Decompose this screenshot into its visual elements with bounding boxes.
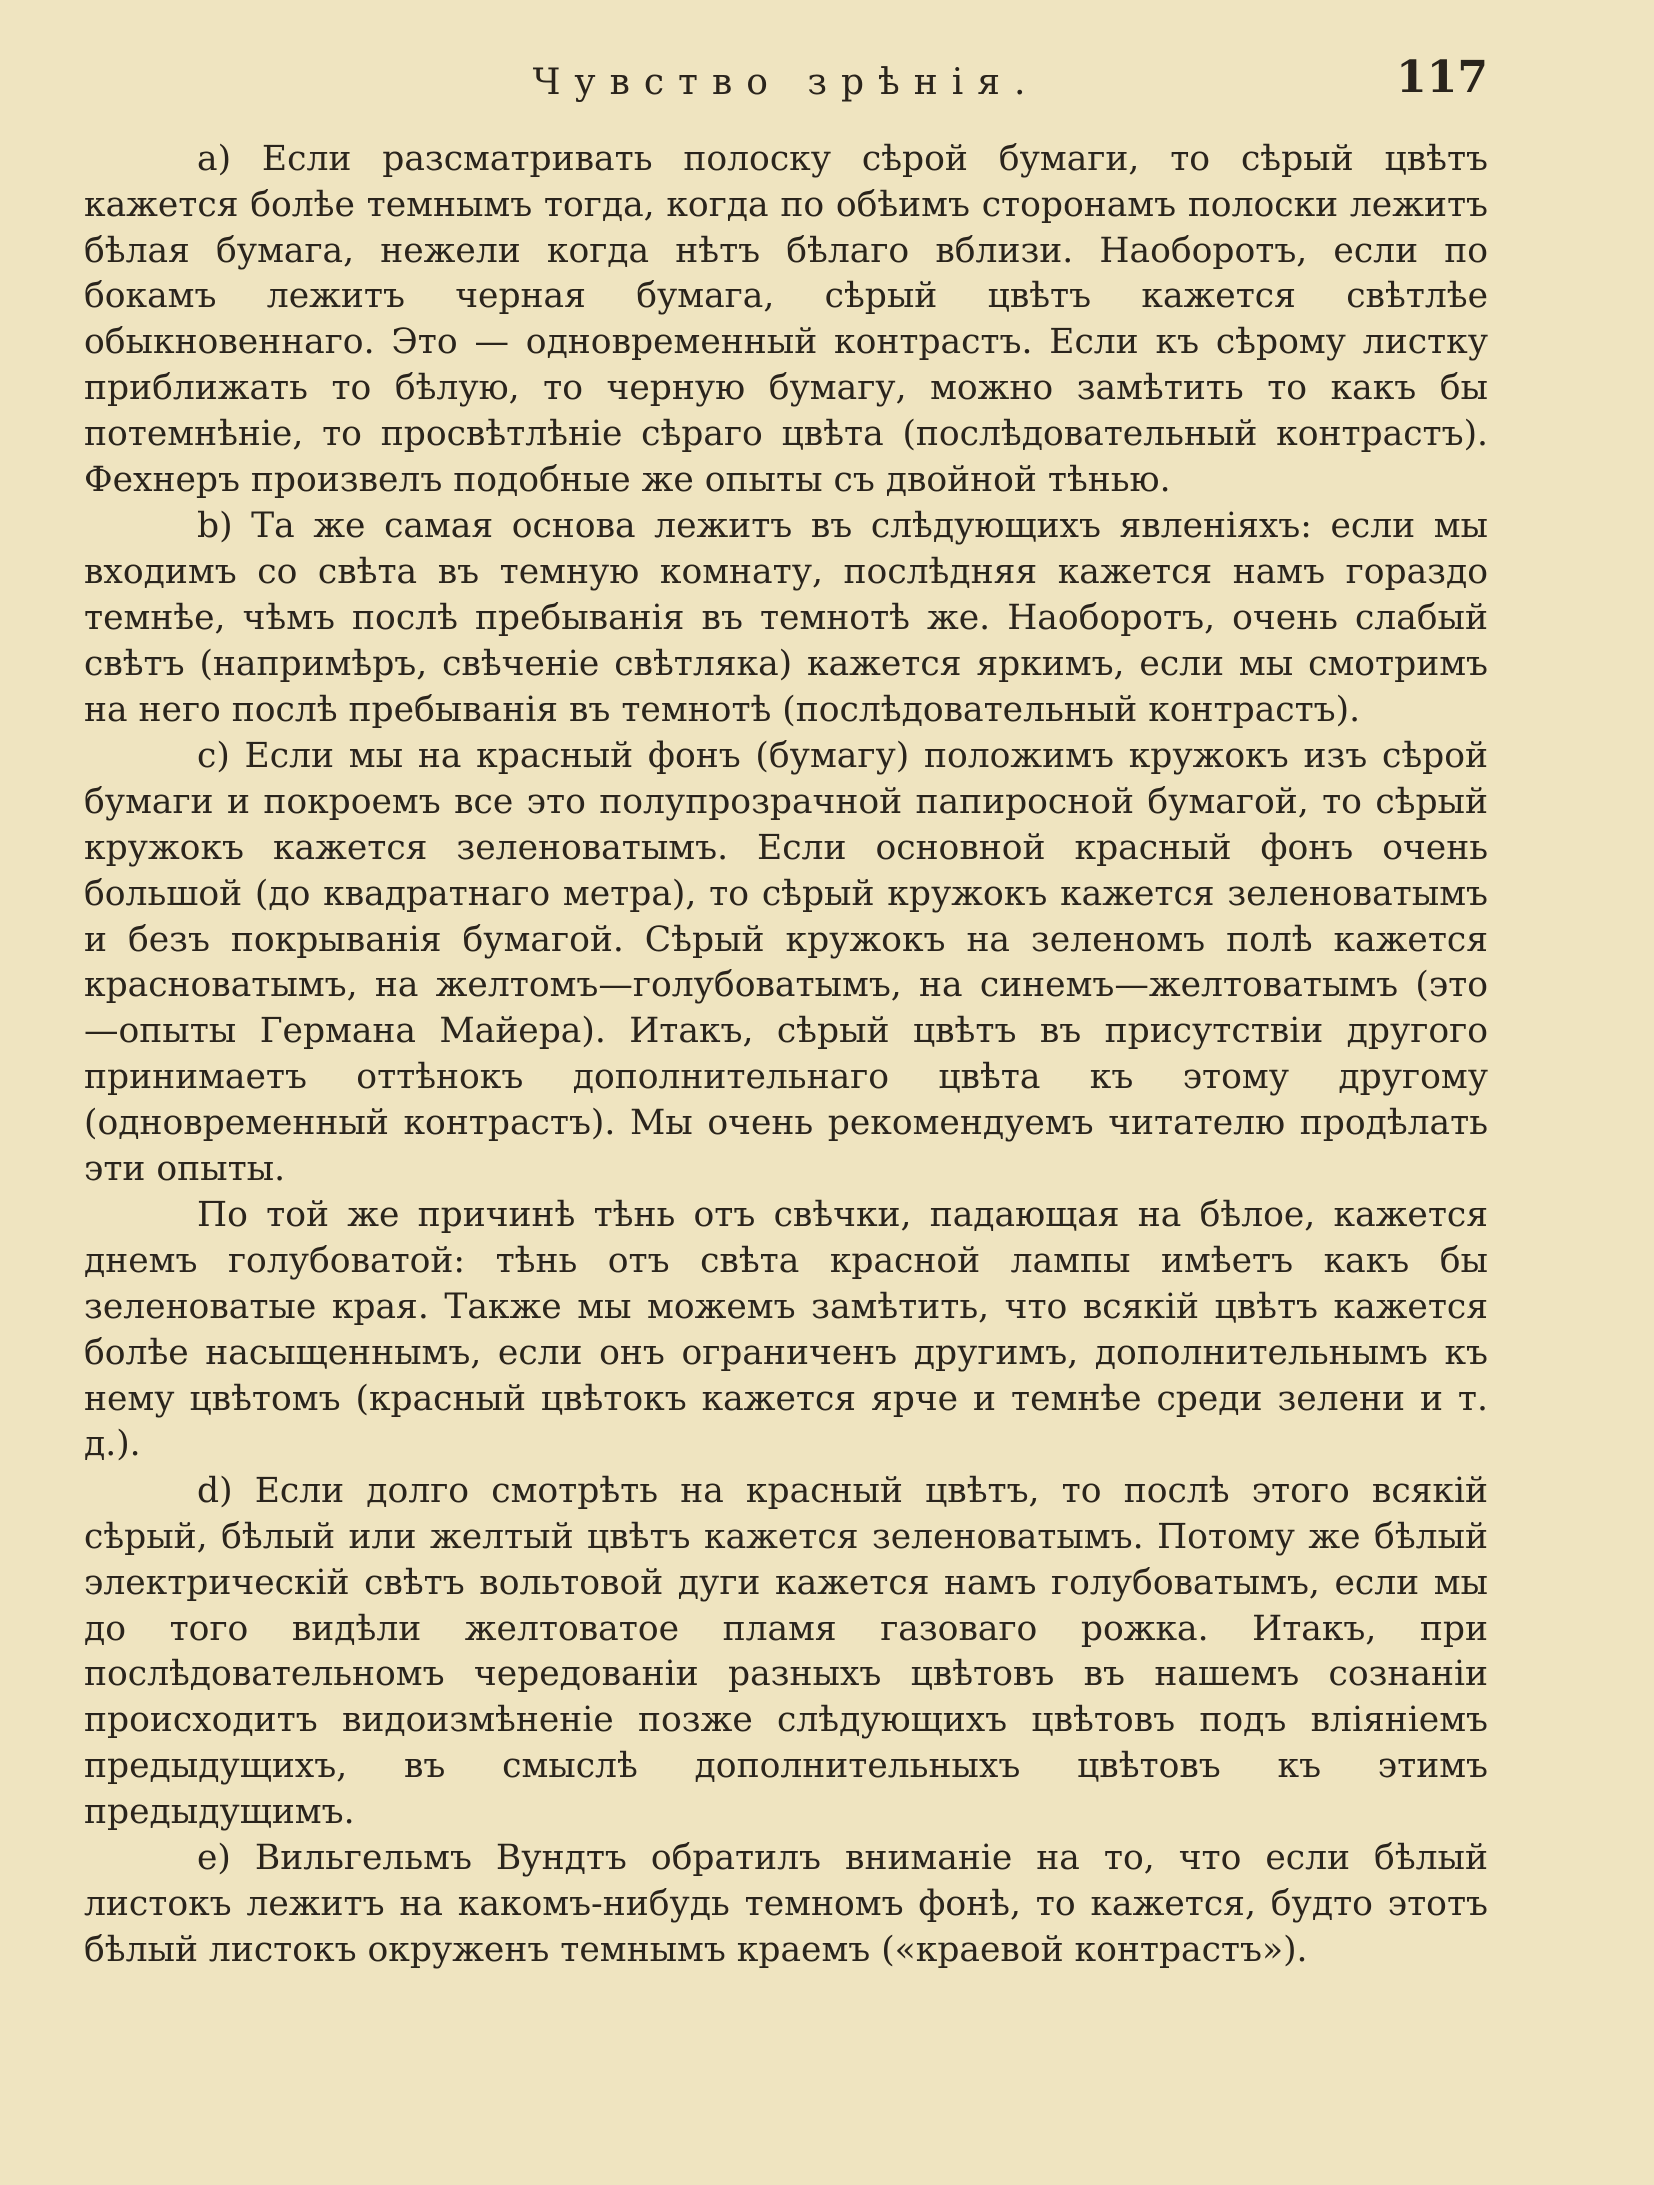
- page-header: [84, 48, 1488, 108]
- body-text: [84, 137, 1488, 1974]
- paragraph-e: e) Вильгельмъ Вундтъ обратилъ вниманіе на то, что если бѣлый листокъ лежитъ на какомъ-нибудь темномъ фонѣ, то кажется, будто этотъ бѣлый листокъ окруженъ темнымъ краемъ («краевой контрастъ»).: [84, 1838, 1488, 1971]
- paragraph-b: b) Та же самая основа лежитъ въ слѣдующихъ явленіяхъ: если мы входимъ со свѣта въ темную комнату, послѣдняя кажется намъ гораздо темнѣе, чѣмъ послѣ пребыванія въ темнотѣ же. Наоборотъ, очень слабый свѣтъ (напримѣръ, свѣченіе свѣтляка) кажется яркимъ, если мы смотримъ на него послѣ пребыванія въ темнотѣ (послѣдовательный контрастъ).: [84, 506, 1488, 730]
- page-number: 117: [1396, 52, 1488, 103]
- running-title: Чувство зрѣнія.: [532, 62, 1040, 103]
- paragraph-c: c) Если мы на красный фонъ (бумагу) положимъ кружокъ изъ сѣрой бумаги и покроемъ все это полупрозрачной папиросной бумагой, то сѣрый кружокъ кажется зеленоватымъ. Если основной красный фонъ очень большой (до квадратнаго метра), то сѣрый кружокъ кажется зеленоватымъ и безъ покрыванія бумагой. Сѣрый кружокъ на зеленомъ полѣ кажется красноватымъ, на желтомъ—голубоватымъ, на синемъ—желтоватымъ (это—опыты Германа Майера). Итакъ, сѣрый цвѣтъ въ присутствіи другого принимаетъ оттѣнокъ дополнительнаго цвѣта къ этому другому (одновременный контрастъ). Мы очень рекомендуемъ читателю продѣлать эти опыты.: [84, 736, 1488, 1189]
- paragraph-d: d) Если долго смотрѣть на красный цвѣтъ, то послѣ этого всякій сѣрый, бѣлый или желтый цвѣтъ кажется зеленоватымъ. Потому же бѣлый электрическій свѣтъ вольтовой дуги кажется намъ голубоватымъ, если мы до того видѣли желтоватое пламя газоваго рожка. Итакъ, при послѣдовательномъ чередованіи разныхъ цвѣтовъ въ нашемъ сознаніи происходитъ видоизмѣненіе позже слѣдующихъ цвѣтовъ подъ вліяніемъ предыдущихъ, въ смыслѣ дополнительныхъ цвѣтовъ къ этимъ предыдущимъ.: [84, 1471, 1488, 1832]
- paragraph-a: a) Если разсматривать полоску сѣрой бумаги, то сѣрый цвѣтъ кажется болѣе темнымъ тогда, когда по обѣимъ сторонамъ полоски лежитъ бѣлая бумага, нежели когда нѣтъ бѣлаго вблизи. Наоборотъ, если по бокамъ лежитъ черная бумага, сѣрый цвѣтъ кажется свѣтлѣе обыкновеннаго. Это — одновременный контрастъ. Если къ сѣрому листку приближать то бѣлую, то черную бумагу, можно замѣтить то какъ бы потемнѣніе, то просвѣтлѣніе сѣраго цвѣта (послѣдовательный контрастъ). Фехнеръ произвелъ подобные же опыты съ двойной тѣнью.: [84, 139, 1488, 500]
- paragraph-shadow: По той же причинѣ тѣнь отъ свѣчки, падающая на бѣлое, кажется днемъ голубоватой: тѣнь отъ свѣта красной лампы имѣетъ какъ бы зеленоватые края. Также мы можемъ замѣтить, что всякій цвѣтъ кажется болѣе насыщеннымъ, если онъ ограниченъ другимъ, дополнительнымъ къ нему цвѣтомъ (красный цвѣтокъ кажется ярче и темнѣе среди зелени и т. д.).: [84, 1195, 1488, 1465]
